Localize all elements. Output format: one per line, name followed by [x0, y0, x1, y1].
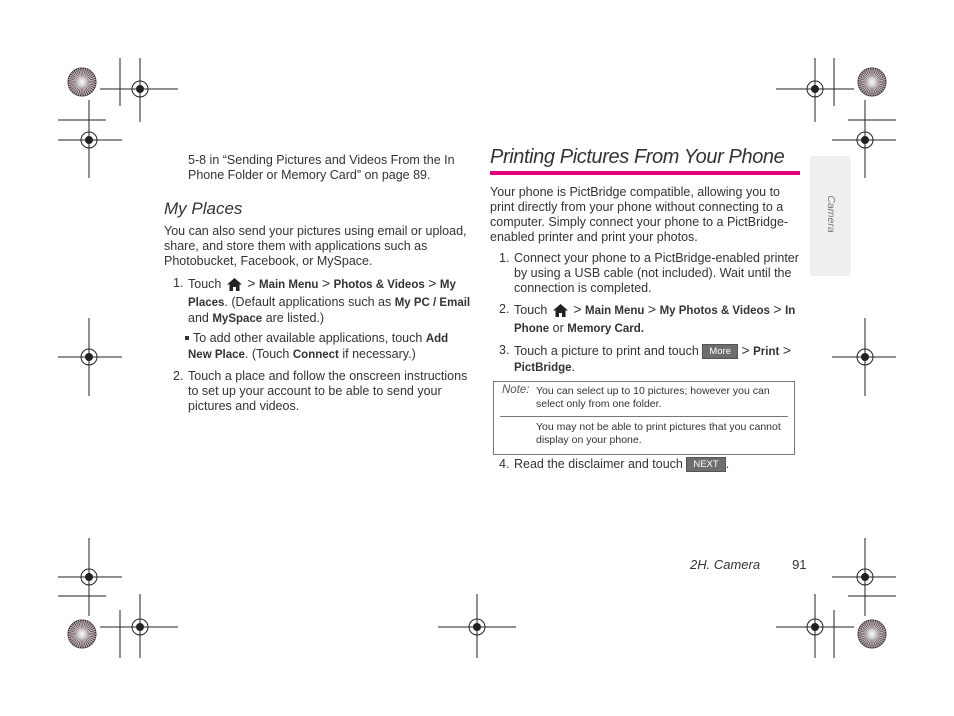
printing-intro: Your phone is PictBridge compatible, allowing you to print directly from your phone without connecting to a computer. Simply connect your phone to a PictBridge-enabled printer and print your photos. — [490, 185, 789, 244]
list-item: 1. Touch > Main Menu > Photos & Videos > My Places. (Default applications such as My PC / Email and MySpace are listed.) — [173, 275, 471, 325]
home-icon — [227, 278, 242, 295]
continuation-text: 5-8 in “Sending Pictures and Videos From the In Phone Folder or Memory Card” on page 89. — [188, 153, 455, 182]
option-connect: Connect — [292, 349, 339, 361]
step-text: Touch a picture to print and touch — [514, 344, 699, 358]
menu-path-photos-videos: Photos & Videos — [333, 279, 425, 291]
list-item — [164, 369, 472, 414]
menu-path-pictbridge: PictBridge — [514, 362, 572, 374]
bullet-text: . (Touch — [244, 347, 290, 361]
list-item: 3. Touch a picture to print and touch More > Print > PictBridge. — [499, 342, 792, 374]
bullet-item — [164, 331, 472, 363]
menu-path-print: Print — [753, 346, 780, 358]
step-text: Touch — [514, 303, 548, 317]
note-text: You can select up to 10 pictures; however you can select only from one folder. — [536, 385, 770, 410]
list-item — [490, 457, 800, 472]
my-places-intro: You can also send your pictures using email or upload, share, and store them with applications such as Photobucket, Facebook, or MySpace. — [164, 224, 467, 268]
note-box — [493, 381, 795, 455]
more-softkey-button: More — [702, 344, 738, 359]
menu-path-main-menu: Main Menu — [259, 279, 319, 291]
step-4 — [490, 457, 800, 472]
option-add-new-place: Add New Place — [188, 333, 449, 361]
title-rule — [490, 171, 800, 175]
step-text: . (Default applications such as — [224, 295, 392, 309]
bullet-text: To add other available applications, touch — [193, 331, 423, 345]
bullet-text: if necessary.) — [342, 347, 416, 361]
menu-path-in-phone: In Phone — [514, 305, 796, 335]
list-item: 2. Touch > Main Menu > My Photos & Videos > In Phone or Memory Card. — [499, 301, 796, 335]
step-text: and — [188, 311, 209, 325]
left-column — [164, 153, 472, 414]
step-number: 3. — [499, 343, 510, 357]
page-number: 91 — [792, 557, 807, 572]
bullet-square-icon — [185, 336, 189, 340]
page-footer — [690, 557, 807, 572]
next-softkey-button: NEXT — [686, 457, 725, 472]
note-text: You may not be able to print pictures that you cannot display on your phone. — [536, 421, 781, 446]
menu-path-main-menu: Main Menu — [585, 305, 645, 317]
app-name-my-pc: My PC / Email — [394, 297, 471, 309]
step-text: Touch a place and follow the onscreen instructions to set up your account to be able to send your pictures and videos. — [188, 369, 468, 413]
page-title: Printing Pictures From Your Phone — [490, 146, 785, 168]
step-text: Touch — [188, 277, 222, 291]
note-divider — [500, 416, 788, 417]
section-heading-my-places: My Places — [164, 199, 243, 218]
right-column — [490, 146, 800, 376]
step-text: Connect your phone to a PictBridge-enabled printer by using a USB cable (not included). Wait until the connection is completed. — [514, 251, 799, 295]
step-text: or — [552, 321, 564, 335]
step-number: 1. — [173, 276, 184, 290]
step-text: are listed.) — [265, 311, 325, 325]
menu-path-my-photos-videos: My Photos & Videos — [659, 305, 770, 317]
menu-path-memory-card: Memory Card. — [567, 323, 644, 335]
footer-section: 2H. Camera — [690, 557, 761, 572]
note-label: Note: — [502, 384, 530, 396]
chapter-side-tab — [810, 156, 851, 276]
step-number: 2. — [173, 369, 184, 383]
chapter-tab-label: Camera — [824, 195, 837, 233]
step-text: . — [725, 457, 730, 471]
home-icon — [553, 304, 568, 321]
step-number: 1. — [499, 251, 510, 265]
step-number: 4. — [499, 457, 510, 471]
step-text: Read the disclaimer and touch — [514, 457, 683, 471]
step-number: 2. — [499, 302, 510, 316]
list-item — [490, 251, 800, 296]
menu-path-my-places: My Places — [188, 279, 456, 309]
step-text: . — [571, 360, 575, 374]
app-name-myspace: MySpace — [212, 313, 263, 325]
